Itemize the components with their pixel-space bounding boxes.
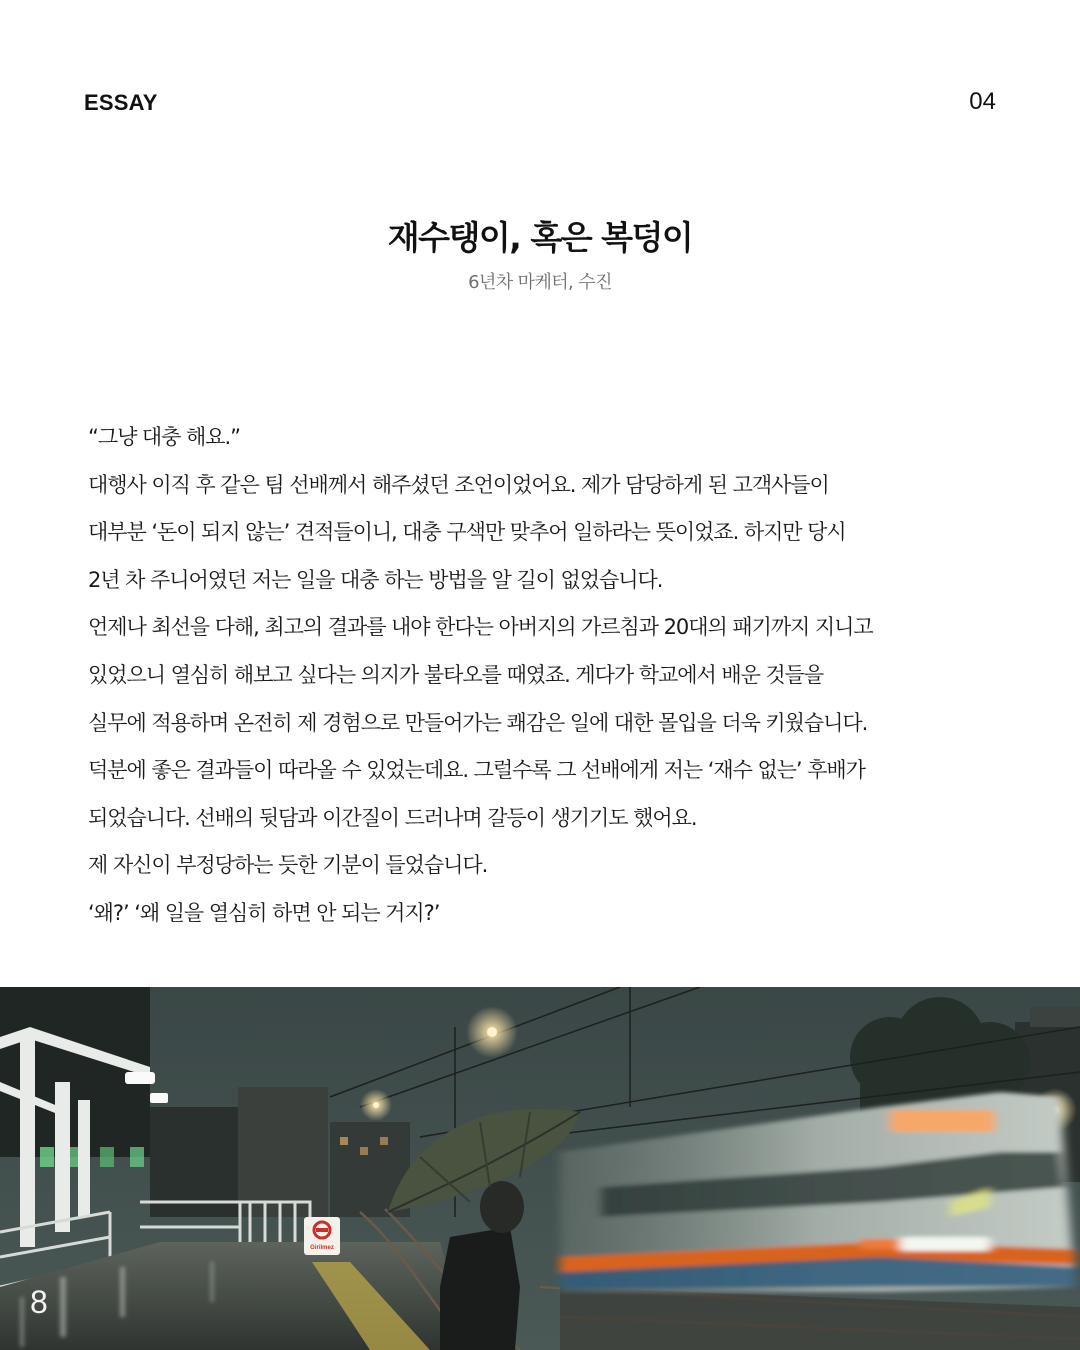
sign-label: Girilmez (310, 1245, 334, 1251)
body-line: 되었습니다. 선배의 뒷담과 이간질이 드러나며 갈등이 생기기도 했어요. (88, 805, 697, 830)
no-entry-sign (304, 1217, 340, 1255)
body-line: 대부분 ‘돈이 되지 않는’ 견적들이니, 대충 구색만 맞추어 일하라는 뜻이었죠. 하지만 당시 (88, 520, 846, 545)
essay-title: 재수탱이, 혹은 복덩이 (387, 218, 693, 257)
section-label: ESSAY (84, 90, 158, 115)
body-line: 대행사 이직 후 같은 팀 선배께서 해주셨던 조언이었어요. 제가 담당하게 된 고객사들이 (88, 472, 829, 497)
photo-page-number: 8 (30, 1284, 48, 1320)
body-line: 실무에 적용하며 온전히 제 경험으로 만들어가는 쾌감은 일에 대한 몰입을 더욱 키웠습니다. (88, 710, 868, 735)
body-line: ‘왜?’ ‘왜 일을 열심히 하면 안 되는 거지?’ (88, 900, 440, 925)
body-line: 언제나 최선을 다해, 최고의 결과를 내야 한다는 아버지의 가르침과 20대의 패기까지 지니고 (88, 615, 873, 640)
body-line: 2년 차 주니어였던 저는 일을 대충 하는 방법을 알 길이 없었습니다. (88, 567, 663, 592)
body-line: 제 자신이 부정당하는 듯한 기분이 들었습니다. (88, 853, 488, 878)
body-line: 있었으니 열심히 해보고 싶다는 의지가 불타오를 때였죠. 게다가 학교에서 배운 것들을 (88, 662, 824, 687)
essay-author: 6년차 마케터, 수진 (468, 272, 612, 293)
essay-body (88, 414, 1028, 938)
station-photo (0, 987, 1080, 1350)
body-line: “그냥 대충 해요.” (88, 425, 240, 449)
page-number: 04 (969, 88, 996, 115)
body-line: 덕분에 좋은 결과들이 따라올 수 있었는데요. 그럴수록 그 선배에게 저는 ‘재수 없는’ 후배가 (88, 758, 865, 783)
